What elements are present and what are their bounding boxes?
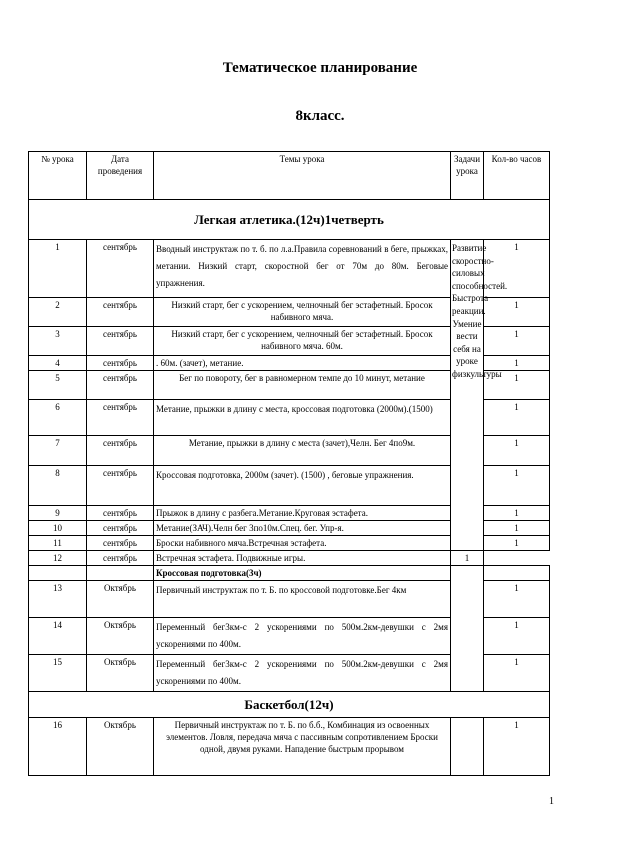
row-number: 10 bbox=[29, 521, 87, 536]
col-header-hours: Кол-во часов bbox=[484, 152, 550, 200]
row-topic: Бег по повороту, бег в равномерном темпе до 10 минут, метание bbox=[154, 371, 451, 400]
row-hours: 1 bbox=[484, 298, 550, 327]
row-date: Октябрь bbox=[87, 718, 154, 776]
row-hours: 1 bbox=[484, 506, 550, 521]
row-topic: Встречная эстафета. Подвижные игры. bbox=[154, 551, 451, 566]
row-topic: Переменный бег3км-с 2 ускорениями по 500м.2км-девушки с 2мя ускорениями по 400м. bbox=[154, 655, 451, 692]
row-topic: Метание, прыжки в длину с места, кроссовая подготовка (2000м).(1500) bbox=[154, 400, 451, 436]
row-number: 7 bbox=[29, 436, 87, 466]
header-row bbox=[29, 152, 550, 200]
col-header-tasks: Задачи урока bbox=[451, 152, 484, 200]
row-topic: Низкий старт, бег с ускорением, челночный бег эстафетный. Бросок набивного мяча. bbox=[154, 298, 451, 327]
row-number: 13 bbox=[29, 581, 87, 618]
row-hours: 1 bbox=[484, 356, 550, 371]
row-hours: 1 bbox=[484, 436, 550, 466]
row-number: 16 bbox=[29, 718, 87, 776]
row-topic: Первичный инструктаж по т. Б. по кроссовой подготовке.Бег 4км bbox=[154, 581, 451, 618]
row-topic: Первичный инструктаж по т. Б. по б.б., Комбинация из освоенных элементов. Ловля, передача мяча с пассивным сопротивлением Броски одной, двумя руками. Нападение быстрым прорывом bbox=[154, 718, 451, 776]
row-topic: Кроссовая подготовка, 2000м (зачет). (1500) , беговые упражнения. bbox=[154, 466, 451, 506]
row-date: сентябрь bbox=[87, 356, 154, 371]
row-hours: 1 bbox=[484, 655, 550, 692]
row-number: 14 bbox=[29, 618, 87, 655]
row-hours: 1 bbox=[484, 466, 550, 506]
row-date: Октябрь bbox=[87, 655, 154, 692]
row-number bbox=[29, 566, 87, 581]
page-subtitle: 8класс. bbox=[295, 108, 345, 124]
row-topic: Прыжок в длину с разбега.Метание.Круговая эстафета. bbox=[154, 506, 451, 521]
row-number: 4 bbox=[29, 356, 87, 371]
row-date bbox=[87, 566, 154, 581]
row-hours: 1 bbox=[484, 240, 550, 298]
row-hours: 1 bbox=[484, 521, 550, 536]
row-number: 1 bbox=[29, 240, 87, 298]
page-number: 1 bbox=[549, 796, 554, 807]
row-topic: Вводный инструктаж по т. б. по л.а.Правила соревнований в беге, прыжках, метании. Низкий старт, скоростной бег от 70м до 80м. Беговые упражнения. bbox=[154, 240, 451, 298]
row-date: Октябрь bbox=[87, 618, 154, 655]
col-header-topic: Темы урока bbox=[154, 152, 451, 200]
table-row bbox=[29, 551, 550, 566]
row-topic: Броски набивного мяча.Встречная эстафета. bbox=[154, 536, 451, 551]
row-hours bbox=[484, 566, 550, 581]
row-topic: Низкий старт, бег с ускорением, челночный бег эстафетный. Бросок набивного мяча. 60м. bbox=[154, 327, 451, 356]
row-number: 2 bbox=[29, 298, 87, 327]
row-number: 11 bbox=[29, 536, 87, 551]
table-row bbox=[29, 718, 550, 776]
row-date: сентябрь bbox=[87, 521, 154, 536]
row-topic: Переменный бег3км-с 2 ускорениями по 500м.2км-девушки с 2мя ускорениями по 400м. bbox=[154, 618, 451, 655]
col-header-number: № урока bbox=[29, 152, 87, 200]
row-hours: 1 bbox=[484, 618, 550, 655]
table-row bbox=[29, 240, 550, 298]
row-date: сентябрь bbox=[87, 536, 154, 551]
row-date: сентябрь bbox=[87, 240, 154, 298]
row-topic: Метание, прыжки в длину с места (зачет),Челн. Бег 4по9м. bbox=[154, 436, 451, 466]
subsection-title-cross-country: Кроссовая подготовка(3ч) bbox=[154, 566, 451, 581]
row-date: сентябрь bbox=[87, 436, 154, 466]
plan-table bbox=[28, 151, 550, 776]
row-hours: 1 bbox=[484, 718, 550, 776]
row-hours: 1 bbox=[484, 371, 550, 400]
row-hours: 1 bbox=[484, 400, 550, 436]
row-date: сентябрь bbox=[87, 466, 154, 506]
row-tasks-empty bbox=[451, 566, 484, 692]
row-date: Октябрь bbox=[87, 581, 154, 618]
row-date: сентябрь bbox=[87, 506, 154, 521]
row-hours: 1 bbox=[484, 536, 550, 551]
row-tasks: Развитие скоростно-силовых способностей. Быстрота реакции. Умение вести себя на уроке физкультуры bbox=[451, 240, 484, 551]
row-number: 5 bbox=[29, 371, 87, 400]
section-title-basketball: Баскетбол(12ч) bbox=[29, 692, 550, 718]
row-number: 3 bbox=[29, 327, 87, 356]
row-hours: 1 bbox=[484, 581, 550, 618]
section-title-athletics: Легкая атлетика.(12ч)1четверть bbox=[29, 200, 550, 240]
col-header-date: Дата проведения bbox=[87, 152, 154, 200]
row-hours: 1 bbox=[451, 551, 484, 566]
row-number: 9 bbox=[29, 506, 87, 521]
row-date: сентябрь bbox=[87, 400, 154, 436]
row-number: 8 bbox=[29, 466, 87, 506]
row-topic: Метание(ЗАЧ).Челн бег 3по10м.Спец. бег. Упр-я. bbox=[154, 521, 451, 536]
page-title: Тематическое планирование bbox=[222, 60, 418, 76]
row-topic: . 60м. (зачет), метание. bbox=[154, 356, 451, 371]
row-number: 6 bbox=[29, 400, 87, 436]
row-number: 15 bbox=[29, 655, 87, 692]
row-date: сентябрь bbox=[87, 298, 154, 327]
section-row-basketball bbox=[29, 692, 550, 718]
table-row bbox=[29, 566, 550, 581]
row-number: 12 bbox=[29, 551, 87, 566]
row-date: сентябрь bbox=[87, 551, 154, 566]
row-date: сентябрь bbox=[87, 327, 154, 356]
row-hours: 1 bbox=[484, 327, 550, 356]
row-date: сентябрь bbox=[87, 371, 154, 400]
section-row-athletics bbox=[29, 200, 550, 240]
row-tasks-empty bbox=[451, 718, 484, 776]
